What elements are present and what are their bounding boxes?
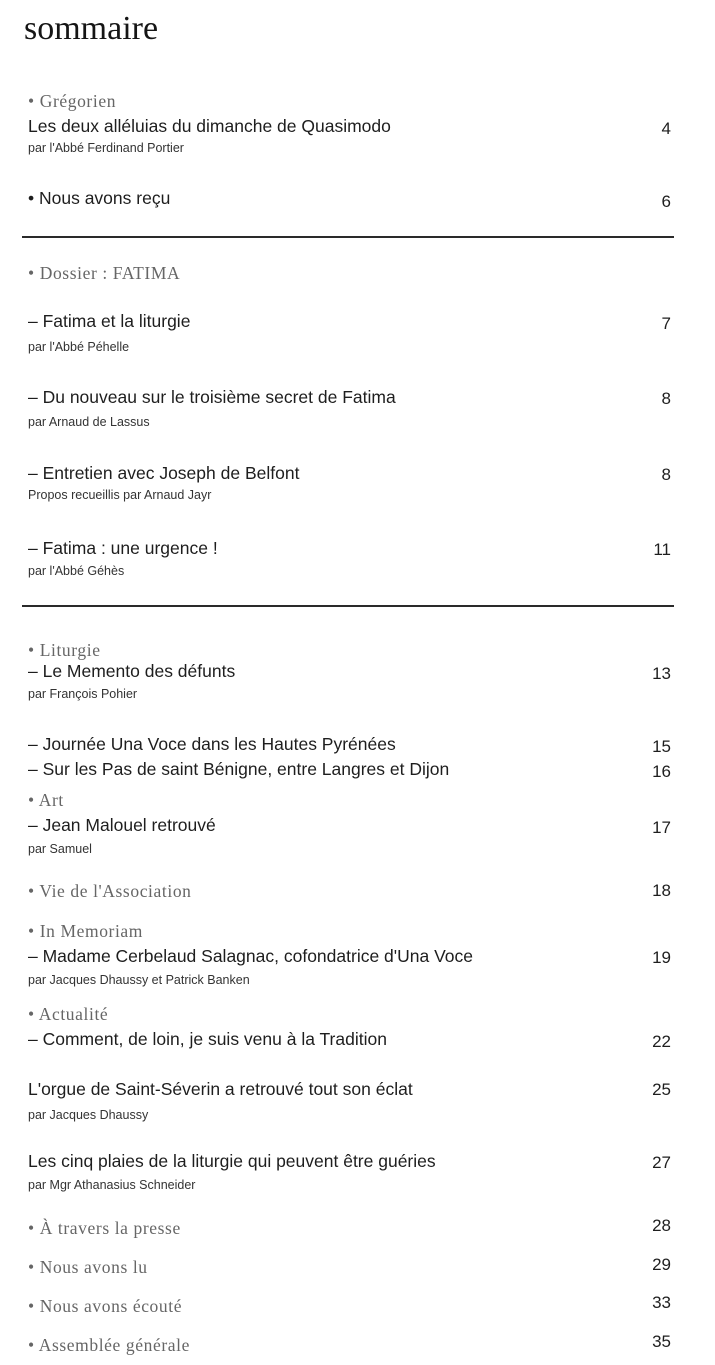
article-title[interactable]: – Comment, de loin, je suis venu à la Tradition [28, 1029, 387, 1049]
section-label: • In Memoriam [28, 921, 144, 941]
article-title[interactable]: – Entretien avec Joseph de Belfont [28, 463, 300, 483]
article-byline: Propos recueillis par Arnaud Jayr [28, 488, 212, 502]
page-number: 19 [652, 948, 671, 967]
article-byline: par François Pohier [28, 687, 138, 701]
section-label: • Dossier : FATIMA [28, 263, 181, 283]
article-title[interactable]: – Jean Malouel retrouvé [28, 815, 216, 835]
section-label: • Grégorien [28, 91, 117, 111]
article-title[interactable]: • Nous avons reçu [28, 188, 171, 208]
article-title[interactable]: – Madame Cerbelaud Salagnac, cofondatrice d'Una Voce [28, 946, 474, 966]
page-number: 16 [652, 762, 671, 781]
article-title[interactable]: Les deux alléluias du dimanche de Quasimodo [28, 116, 391, 136]
page-number: 6 [661, 192, 671, 211]
page-number: 35 [652, 1332, 671, 1351]
section-label[interactable]: • Vie de l'Association [28, 881, 192, 901]
page-number: 33 [652, 1293, 671, 1312]
article-byline: par Mgr Athanasius Schneider [28, 1178, 196, 1192]
article-title[interactable]: – Du nouveau sur le troisième secret de Fatima [28, 387, 396, 407]
page-number: 29 [652, 1255, 671, 1274]
article-byline: par Arnaud de Lassus [28, 415, 150, 429]
article-title[interactable]: Les cinq plaies de la liturgie qui peuvent être guéries [28, 1151, 436, 1171]
article-byline: par Jacques Dhaussy [28, 1108, 149, 1122]
page-number: 8 [661, 389, 671, 408]
article-byline: par l'Abbé Géhès [28, 564, 125, 578]
page-number: 8 [661, 465, 671, 484]
page-number: 7 [661, 314, 671, 333]
article-byline: par Jacques Dhaussy et Patrick Banken [28, 973, 250, 987]
page-number: 28 [652, 1216, 671, 1235]
article-byline: par l'Abbé Ferdinand Portier [28, 141, 184, 155]
page-number: 25 [652, 1080, 671, 1099]
article-title[interactable]: – Fatima : une urgence ! [28, 538, 218, 558]
section-label[interactable]: • Assemblée générale [28, 1335, 190, 1355]
page-number: 18 [652, 881, 671, 900]
section-label[interactable]: • Nous avons lu [28, 1257, 148, 1277]
section-label[interactable]: • À travers la presse [28, 1218, 181, 1238]
article-title[interactable]: – Le Memento des défunts [28, 661, 236, 681]
page-number: 22 [652, 1032, 671, 1051]
divider [22, 605, 674, 607]
divider [22, 236, 674, 238]
page-number: 13 [652, 664, 671, 683]
section-label: • Art [28, 790, 64, 810]
article-title[interactable]: – Fatima et la liturgie [28, 311, 191, 331]
page-number: 17 [652, 818, 671, 837]
article-title[interactable]: – Sur les Pas de saint Bénigne, entre Langres et Dijon [28, 759, 450, 779]
article-title[interactable]: – Journée Una Voce dans les Hautes Pyrénées [28, 734, 396, 754]
section-label[interactable]: • Nous avons écouté [28, 1296, 183, 1316]
article-byline: par l'Abbé Péhelle [28, 340, 130, 354]
page-number: 4 [661, 119, 671, 138]
article-title[interactable]: L'orgue de Saint-Séverin a retrouvé tout son éclat [28, 1079, 413, 1099]
page-number: 27 [652, 1153, 671, 1172]
page-number: 11 [653, 540, 671, 559]
article-byline: par Samuel [28, 842, 92, 856]
section-label: • Liturgie [28, 640, 101, 660]
page-number: 15 [652, 737, 671, 756]
section-label: • Actualité [28, 1004, 109, 1024]
page-title: sommaire [24, 10, 159, 47]
